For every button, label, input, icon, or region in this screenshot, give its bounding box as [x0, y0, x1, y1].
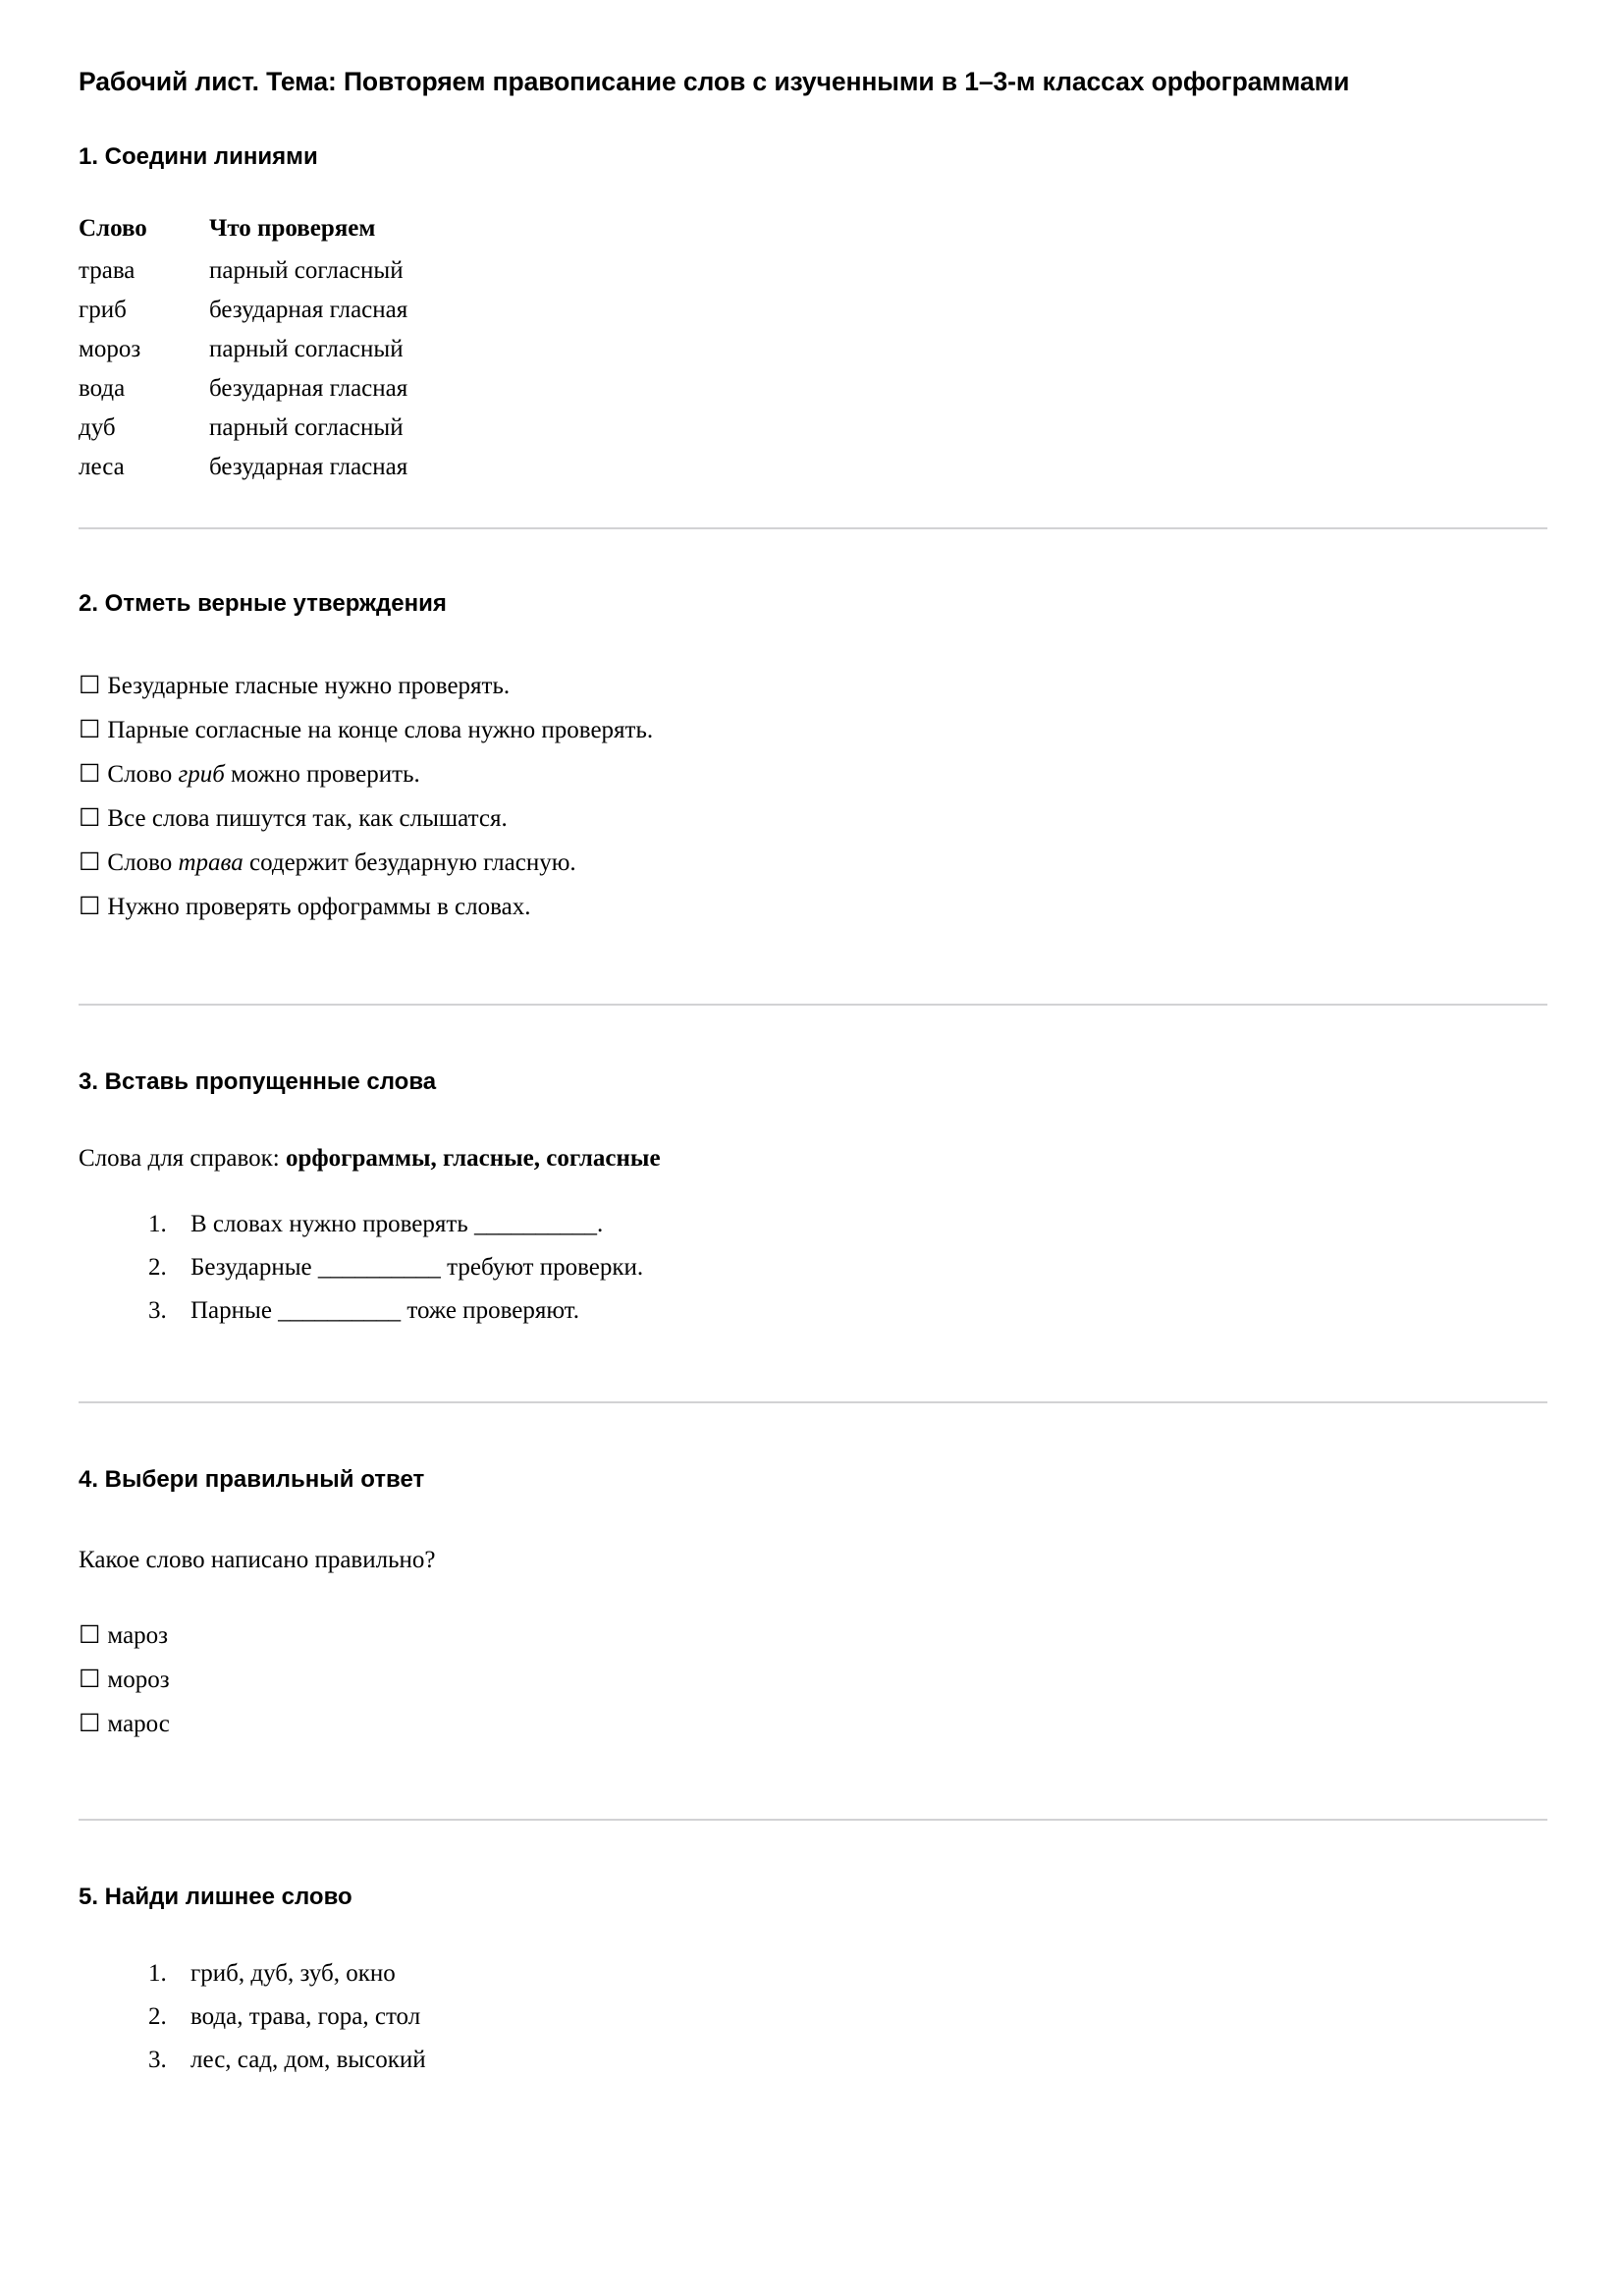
- odd-one-out-list: [79, 1961, 1546, 2072]
- cell-word[interactable]: гриб: [79, 296, 127, 323]
- section-1-match: [79, 141, 1546, 493]
- section-divider-1: [79, 527, 1547, 529]
- checkbox-icon[interactable]: ☐: [79, 804, 101, 832]
- word-group: лес, сад, дом, высокий: [190, 2047, 426, 2074]
- cell-check[interactable]: парный согласный: [209, 413, 404, 441]
- statement-text: Нужно проверять орфограммы в словах.: [107, 893, 531, 920]
- statement-text: Слово: [107, 848, 179, 876]
- list-item[interactable]: [173, 2048, 1546, 2072]
- list-item[interactable]: [79, 718, 1546, 742]
- section-2-statements: [79, 588, 1546, 919]
- list-item[interactable]: [173, 1255, 1546, 1280]
- checkbox-icon[interactable]: ☐: [79, 1711, 101, 1738]
- statement-text: Парные согласные на конце слова нужно проверять.: [107, 716, 654, 743]
- column-header-check: Что проверяем: [209, 214, 376, 242]
- table-row[interactable]: [79, 337, 407, 376]
- statement-text: Все слова пишутся так, как слышатся.: [107, 804, 508, 832]
- word-group: гриб, дуб, зуб, окно: [190, 1960, 396, 1988]
- section-5-odd-one-out: [79, 1882, 1546, 2072]
- list-item[interactable]: [79, 674, 1546, 698]
- section-2-heading: 2. Отметь верные утверждения: [79, 589, 447, 617]
- statement-text: Слово: [107, 760, 179, 788]
- reference-words-line: [79, 1146, 1546, 1171]
- list-item[interactable]: [79, 806, 1546, 831]
- checkbox-icon[interactable]: ☐: [79, 672, 101, 699]
- fill-blank-text: В словах нужно проверять __________.: [190, 1211, 604, 1237]
- statement-emphasis: гриб: [178, 760, 225, 788]
- table-row[interactable]: [79, 415, 407, 455]
- reference-words: орфограммы, гласные, согласные: [285, 1145, 661, 1172]
- option-label: мороз: [107, 1667, 170, 1694]
- table-row[interactable]: [79, 376, 407, 415]
- cell-word[interactable]: дуб: [79, 413, 116, 441]
- checkbox-icon[interactable]: ☐: [79, 716, 101, 743]
- section-5-heading: 5. Найди лишнее слово: [79, 1884, 352, 1911]
- cell-check[interactable]: безударная гласная: [209, 453, 408, 480]
- column-header-word: Слово: [79, 214, 147, 242]
- section-3-fill-blanks: [79, 1066, 1546, 1323]
- section-divider-4: [79, 1819, 1547, 1821]
- list-item[interactable]: [79, 850, 1546, 875]
- checkbox-icon[interactable]: ☐: [79, 1667, 101, 1694]
- table-row[interactable]: [79, 298, 407, 337]
- statement-text: Безударные гласные нужно проверять.: [107, 672, 511, 699]
- option-label: марос: [107, 1711, 170, 1738]
- list-item[interactable]: [173, 1298, 1546, 1323]
- option-item[interactable]: [79, 1623, 1546, 1648]
- list-item[interactable]: [173, 1212, 1546, 1236]
- cell-check[interactable]: парный согласный: [209, 256, 404, 284]
- section-4-choice: [79, 1464, 1546, 1736]
- option-list: [79, 1623, 1546, 1736]
- cell-word[interactable]: мороз: [79, 335, 141, 362]
- section-3-heading: 3. Вставь пропущенные слова: [79, 1067, 437, 1095]
- cell-word[interactable]: леса: [79, 453, 125, 480]
- reference-label: Слова для справок:: [79, 1145, 286, 1172]
- table-row[interactable]: [79, 258, 407, 298]
- table-row[interactable]: [79, 455, 407, 494]
- section-1-heading: 1. Соедини линиями: [79, 143, 318, 171]
- match-table: [79, 216, 407, 494]
- checkbox-icon[interactable]: ☐: [79, 848, 101, 876]
- statement-text-tail: содержит безударную гласную.: [243, 848, 576, 876]
- checkbox-icon[interactable]: ☐: [79, 760, 101, 788]
- statement-emphasis: трава: [178, 848, 243, 876]
- section-4-heading: 4. Выбери правильный ответ: [79, 1466, 425, 1493]
- cell-word[interactable]: вода: [79, 374, 126, 402]
- cell-check[interactable]: безударная гласная: [209, 374, 408, 402]
- fill-blank-text: Парные __________ тоже проверяют.: [190, 1297, 579, 1324]
- list-item[interactable]: [79, 895, 1546, 919]
- word-group: вода, трава, гора, стол: [190, 2003, 421, 2031]
- checkbox-icon[interactable]: ☐: [79, 893, 101, 920]
- option-label: мароз: [107, 1622, 169, 1650]
- fill-blank-text: Безударные __________ требуют проверки.: [190, 1254, 644, 1281]
- checkbox-icon[interactable]: ☐: [79, 1622, 101, 1650]
- section-divider-2: [79, 1004, 1547, 1006]
- cell-check[interactable]: безударная гласная: [209, 296, 408, 323]
- section-divider-3: [79, 1401, 1547, 1403]
- table-header-row: [79, 216, 407, 258]
- option-item[interactable]: [79, 1667, 1546, 1692]
- page-title: Рабочий лист. Тема: Повторяем правописание слов с изученными в 1–3-м классах орфограммами: [79, 67, 1350, 96]
- cell-word[interactable]: трава: [79, 256, 135, 284]
- statement-text-tail: можно проверить.: [224, 760, 420, 788]
- list-item[interactable]: [79, 762, 1546, 787]
- list-item[interactable]: [173, 1961, 1546, 1986]
- list-item[interactable]: [173, 2004, 1546, 2029]
- cell-check[interactable]: парный согласный: [209, 335, 404, 362]
- fill-blank-list: [79, 1212, 1546, 1323]
- statement-list: [79, 674, 1546, 919]
- option-item[interactable]: [79, 1712, 1546, 1736]
- question-text: Какое слово написано правильно?: [79, 1547, 436, 1574]
